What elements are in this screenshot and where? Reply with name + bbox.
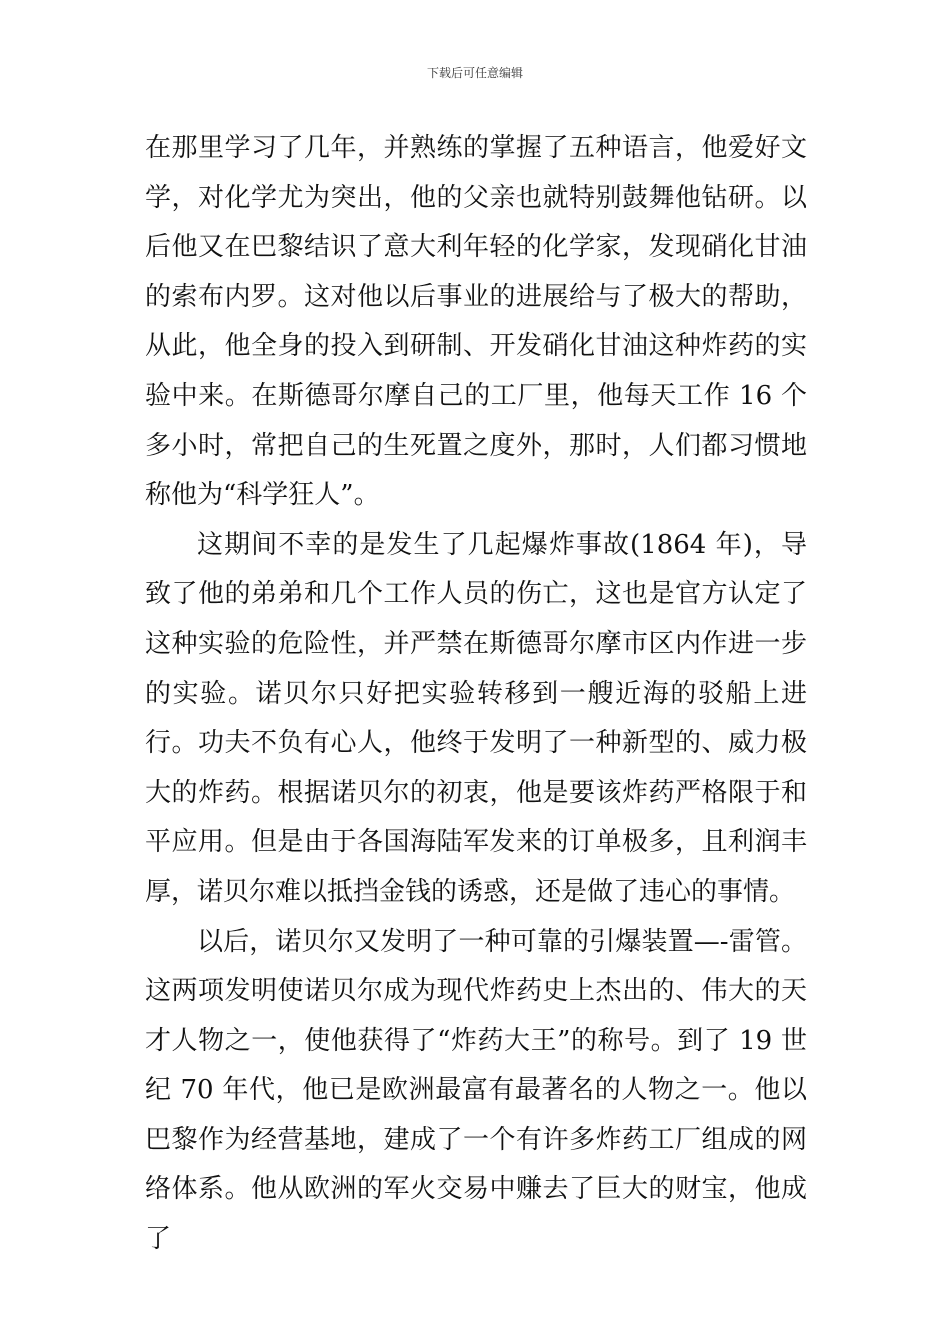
paragraph-3: 以后，诺贝尔又发明了一种可靠的引爆装置—-雷管。这两项发明使诺贝尔成为现代炸药史上杰出的、伟大的天才人物之一，使他获得了“炸药大王”的称号。到了 19 世纪 70 年代，他已是欧洲最富有最著名的人物之一。他以巴黎作为经营基地，建成了一个有许多炸药工厂组成的网络体系。他从欧洲的军火交易中赚去了巨大的财宝，他成了 (145, 926, 807, 1255)
page-header: 下载后可任意编辑 (426, 66, 523, 80)
paragraph-1: 在那里学习了几年，并熟练的掌握了五种语言，他爱好文学，对化学尤为突出，他的父亲也就特别鼓舞他钻研。以后他又在巴黎结识了意大利年轻的化学家，发现硝化甘油的索布内罗。这对他以后事业的进展给与了极大的帮助，从此，他全身的投入到研制、开发硝化甘油这种炸药的实验中来。在斯德哥尔摩自己的工厂里，他每天工作 16 个多小时，常把自己的生死置之度外，那时，人们都习惯地称他为“科学狂人”。 (145, 133, 807, 511)
paragraph-2: 这期间不幸的是发生了几起爆炸事故(1864 年)，导致了他的弟弟和几个工作人员的伤亡，这也是官方认定了这种实验的危险性，并严禁在斯德哥尔摩市区内作进一步的实验。诺贝尔只好把实验转移到一艘近海的驳船上进行。功夫不负有心人，他终于发明了一种新型的、威力极大的炸药。根据诺贝尔的初衷，他是要该炸药严格限于和平应用。但是由于各国海陆军发来的订单极多，且利润丰厚，诺贝尔难以抵挡金钱的诱惑，还是做了违心的事情。 (145, 529, 807, 907)
body-text (145, 124, 807, 1265)
